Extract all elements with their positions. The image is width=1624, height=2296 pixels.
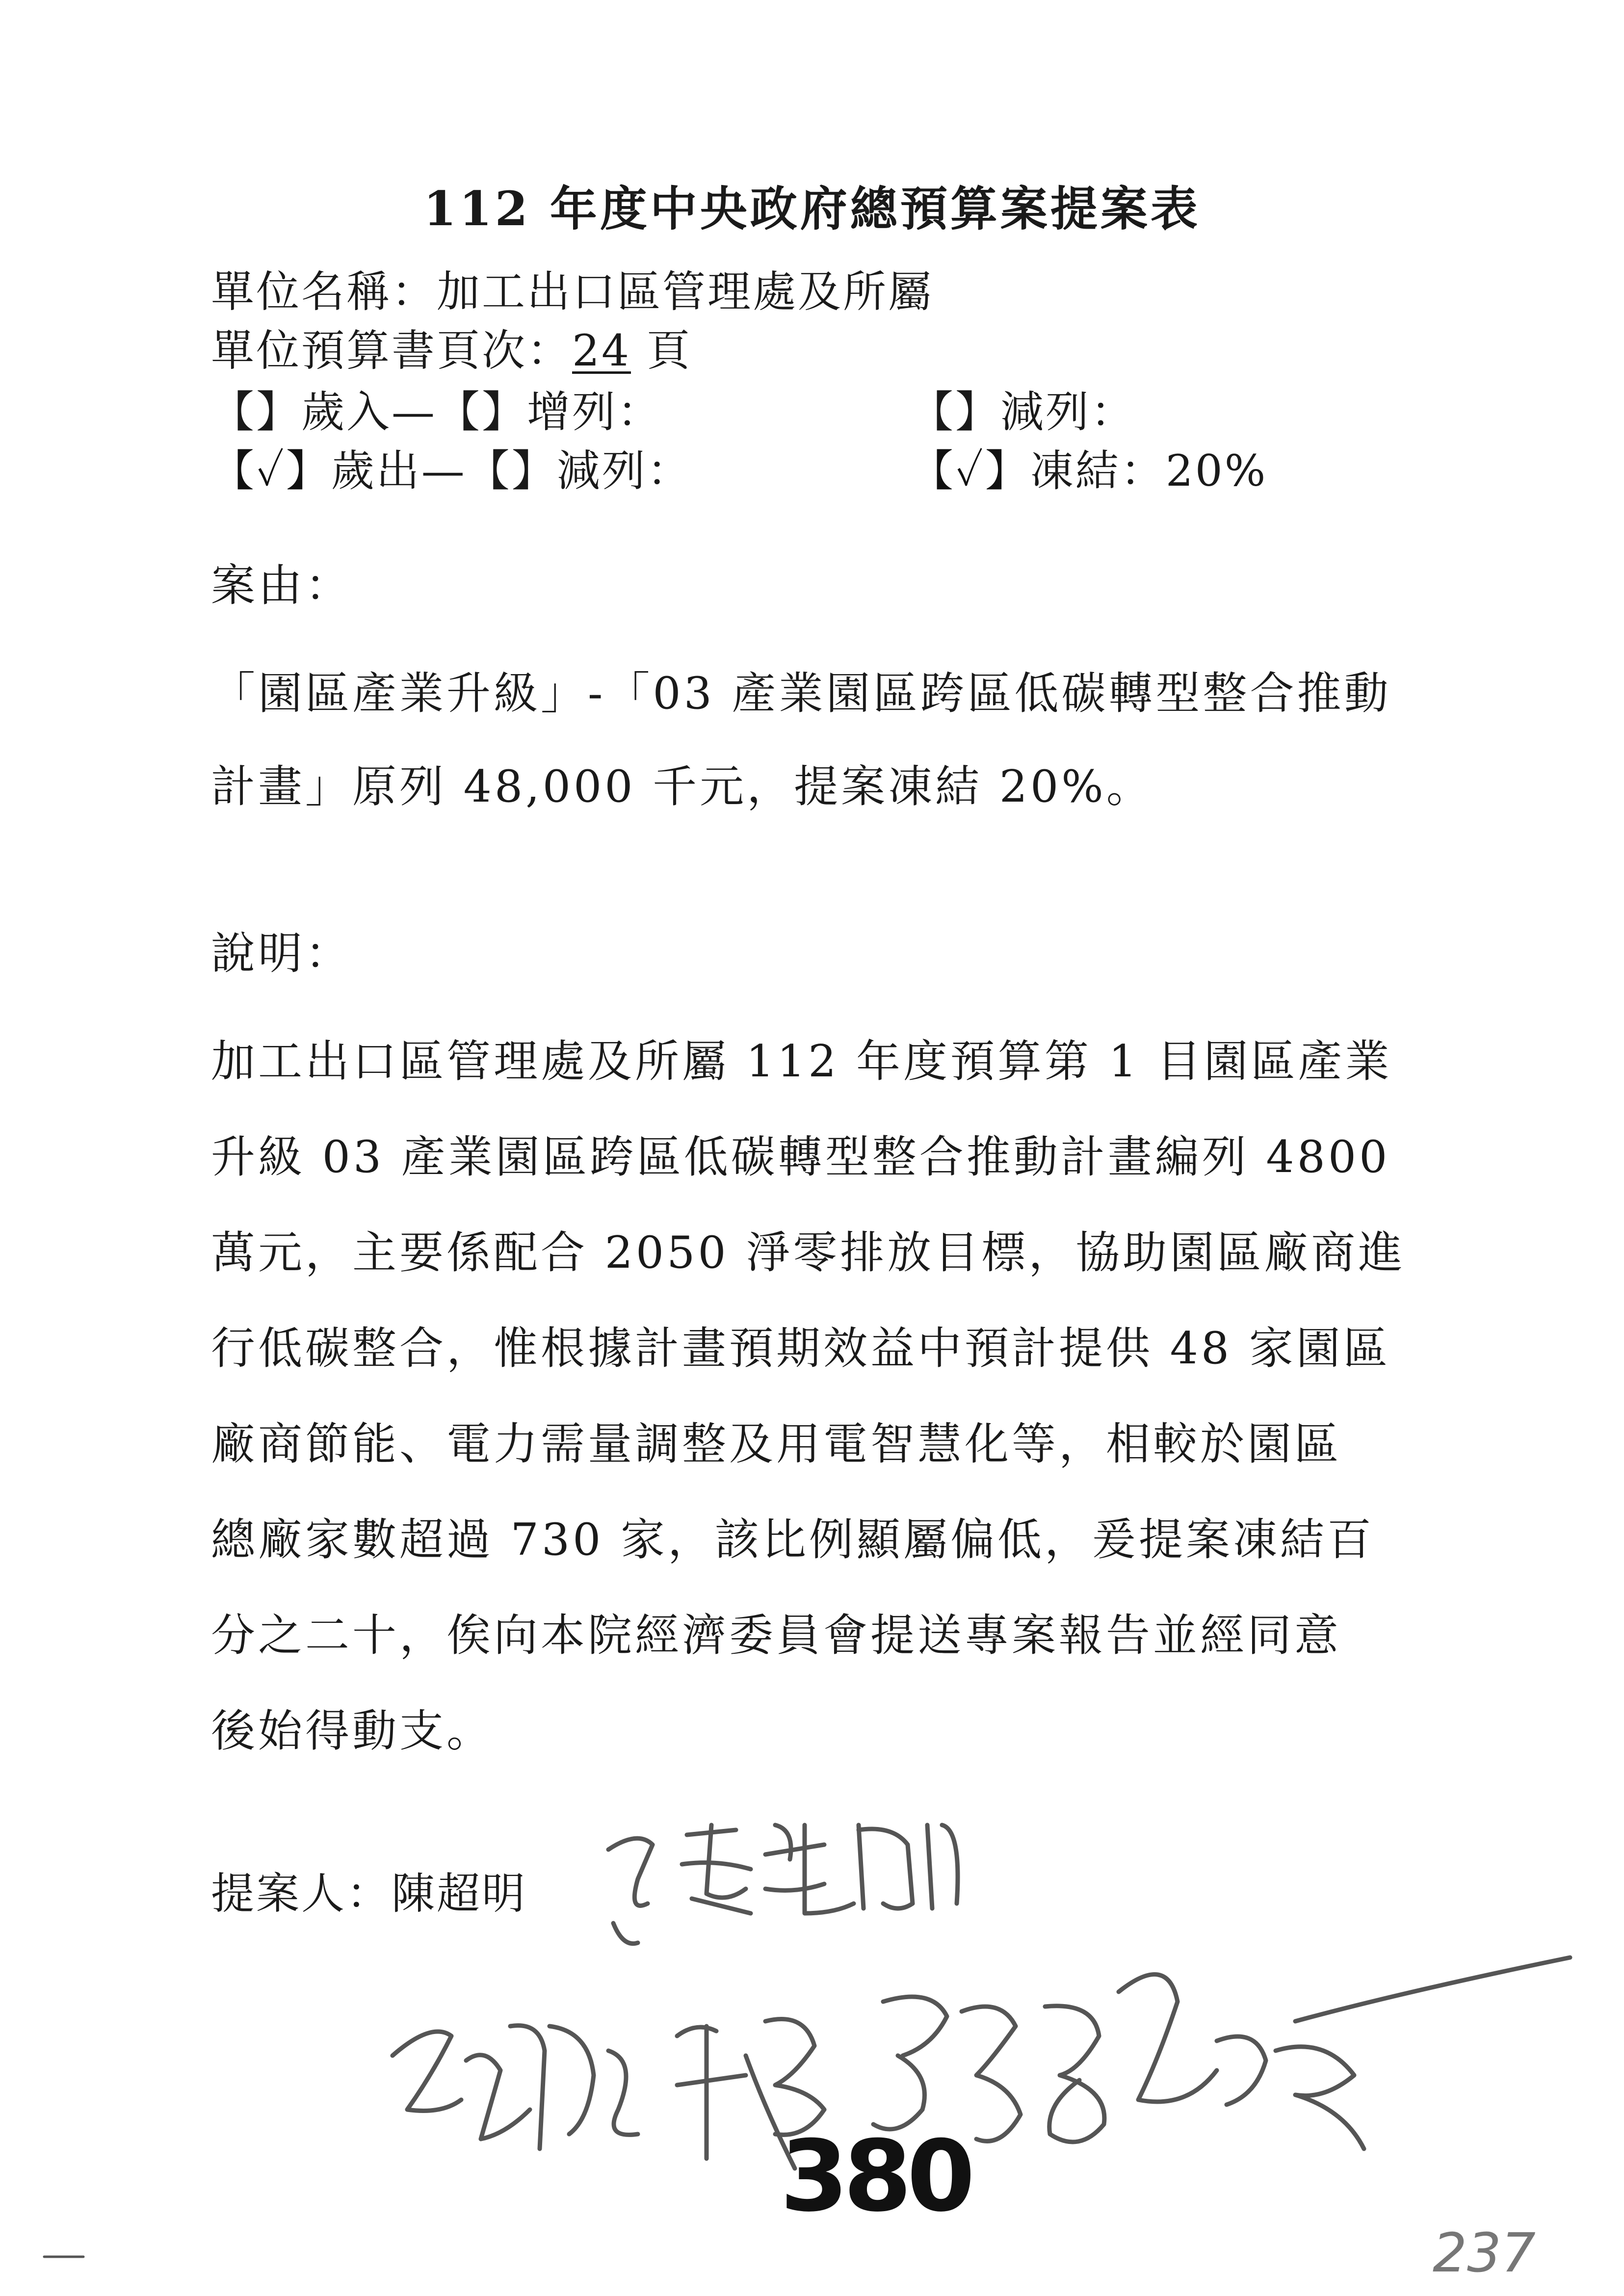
co-signer-signatures xyxy=(393,1957,1570,2168)
budget-page-number: 24 xyxy=(572,325,631,376)
explanation-line: 廠商節能、電力需量調整及用電智慧化等，相較於園區 xyxy=(211,1418,1341,1470)
explanation-line: 總廠家數超過 730 家，該比例顯屬偏低，爰提案凍結百 xyxy=(211,1514,1374,1565)
explanation-line: 行低碳整合，惟根據計畫預期效益中預計提供 48 家園區 xyxy=(211,1323,1390,1374)
explanation-line: 加工出口區管理處及所屬 112 年度預算第 1 目園區產業 xyxy=(211,1036,1392,1087)
freeze-label: 凍結： xyxy=(1030,445,1166,496)
budget-page-label: 單位預算書頁次： xyxy=(211,325,573,376)
stamp-number: 380 xyxy=(780,2119,970,2234)
checked-box: 【✓】 xyxy=(211,445,331,496)
option-expenditure-text: 歲出—【】減列： xyxy=(331,445,692,496)
case-line-2: 計畫」原列 48,000 千元，提案凍結 20%。 xyxy=(211,761,1153,812)
explanation-label: 說明： xyxy=(211,928,352,979)
explanation-line: 萬元，主要係配合 2050 淨零排放目標，協助園區廠商進 xyxy=(211,1227,1406,1278)
proposer-signature xyxy=(608,1825,958,1944)
proposer-label: 提案人： xyxy=(211,1868,392,1919)
checked-box: 【✓】 xyxy=(910,445,1030,496)
option-revenue-increase: 【】歲入—【】增列： xyxy=(211,387,663,437)
unit-name-label: 單位名稱： xyxy=(211,266,437,317)
case-line-1: 「園區產業升級」-「03 產業園區跨區低碳轉型整合推動 xyxy=(211,668,1391,719)
corner-number: 237 xyxy=(1433,2221,1536,2284)
page-title: 112 年度中央政府總預算案提案表 xyxy=(423,181,1201,236)
case-label: 案由： xyxy=(211,560,352,611)
explanation-line: 升級 03 產業園區跨區低碳轉型整合推動計畫編列 4800 xyxy=(211,1131,1390,1183)
explanation-line: 後始得動支。 xyxy=(211,1705,494,1757)
freeze-value: 20% xyxy=(1165,445,1268,496)
unit-name-value: 加工出口區管理處及所屬 xyxy=(437,266,934,317)
proposer-name: 陳超明 xyxy=(392,1868,527,1919)
explanation-line: 分之二十，俟向本院經濟委員會提送專案報告並經同意 xyxy=(211,1610,1341,1661)
budget-page-suffix: 頁 xyxy=(631,325,692,376)
option-decrease: 【】減列： xyxy=(910,387,1136,437)
